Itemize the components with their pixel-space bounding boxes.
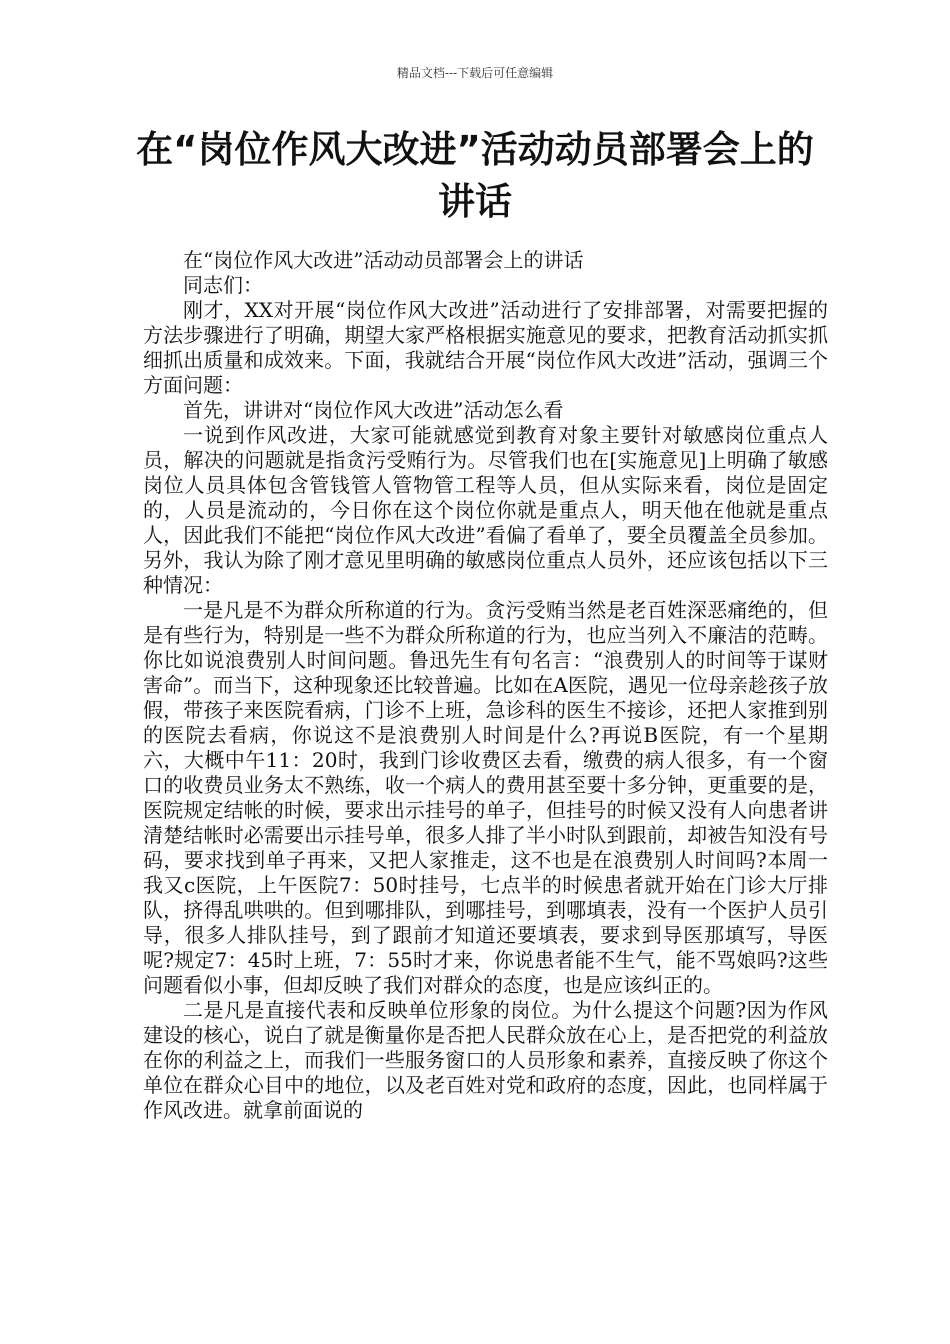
body-paragraph: 在“岗位作风大改进”活动动员部署会上的讲话: [183, 248, 584, 272]
body-paragraph: 首先，讲讲对“岗位作风大改进”活动怎么看: [183, 398, 564, 422]
document-title: 在“岗位作风大改进”活动动员部署会上的讲话: [136, 128, 814, 223]
body-paragraph: 同志们：: [183, 273, 263, 297]
body-paragraph: 一是凡是不为群众所称道的行为。贪污受贿当然是老百姓深恶痛绝的，但是有些行为，特别是一些不为群众所称道的行为，也应当列入不廉洁的范畴。你比如说浪费别人时间问题。鲁迅先生有句名言：“浪费别人的时间等于谋财害命”。而当下，这种现象还比较普遍。比如在A医院，遇见一位母亲趁孩子放假，带孩子来医院看病，门诊不上班，急诊科的医生不接诊，还把人家推到别的医院去看病，你说这不是浪费别人时间是什么?再说B医院，有一个星期六，大概中午11：20时，我到门诊收费区去看，缴费的病人很多，有一个窗口的收费员业务太不熟练，收一个病人的费用甚至要十多分钟，更重要的是，医院规定结帐的时候，要求出示挂号的单子，但挂号的时候又没有人向患者讲清楚结帐时必需要出示挂号单，很多人排了半小时队到跟前，却被告知没有号码，要求找到单子再来，又把人家推走，这不也是在浪费别人时间吗?本周一我又c医院，上午医院7：50时挂号，七点半的时候患者就开始在门诊大厅排队，挤得乱哄哄的。但到哪排队，到哪挂号，到哪填表，没有一个医护人员引导，很多人排队挂号，到了跟前才知道还要填表，要求到导医那填写，导医呢?规定7：45时上班，7：55时才来，你说患者能不生气，能不骂娘吗?这些问题看似小事，但却反映了我们对群众的态度，也是应该纠正的。: [143, 598, 828, 997]
document-body: [143, 248, 828, 1123]
body-paragraph: 一说到作风改进，大家可能就感觉到教育对象主要针对敏感岗位重点人员，解决的问题就是指贪污受贿行为。尽管我们也在[实施意见]上明确了敏感岗位人员具体包含管钱管人管物管工程等人员，但从实际来看，岗位是固定的，人员是流动的，今日你在这个岗位你就是重点人，明天他在他就是重点人，因此我们不能把“岗位作风大改进”看偏了看单了，要全员覆盖全员参加。另外，我认为除了刚才意见里明确的敏感岗位重点人员外，还应该包括以下三种情况：: [143, 423, 828, 597]
body-paragraph: 刚才，XX对开展“岗位作风大改进”活动进行了安排部署，对需要把握的方法步骤进行了明确，期望大家严格根据实施意见的要求，把教育活动抓实抓细抓出质量和成效来。下面，我就结合开展“岗位作风大改进”活动，强调三个方面问题：: [143, 298, 828, 397]
body-paragraph: 二是凡是直接代表和反映单位形象的岗位。为什么提这个问题?因为作风建设的核心，说白了就是衡量你是否把人民群众放在心上，是否把党的利益放在你的利益之上，而我们一些服务窗口的人员形象和素养，直接反映了你这个单位在群众心目中的地位，以及老百姓对党和政府的态度，因此，也同样属于作风改进。就拿前面说的: [143, 998, 828, 1122]
header-note: 精品文档---下载后可任意编辑: [396, 66, 554, 80]
